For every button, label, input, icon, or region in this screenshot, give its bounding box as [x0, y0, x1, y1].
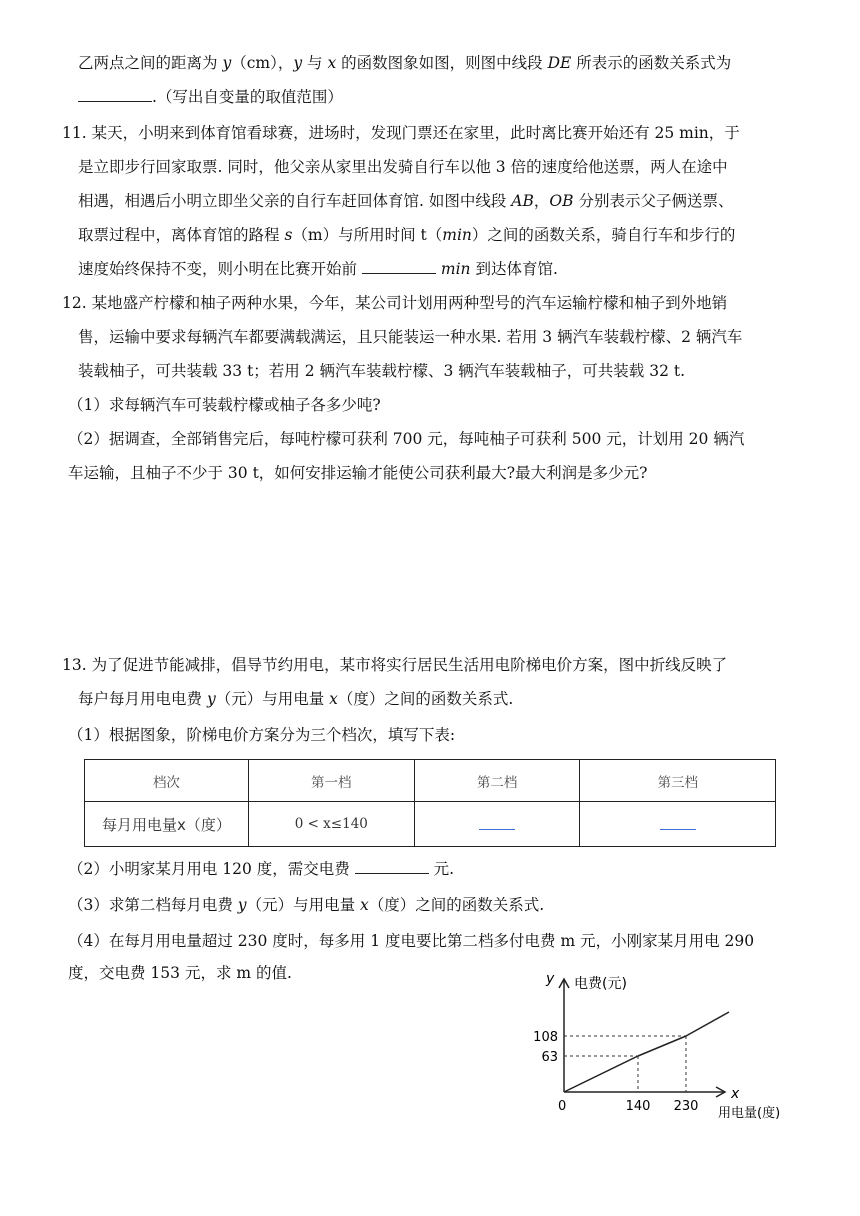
q10-line-1: 乙两点之间的距离为 y（cm），y 与 x 的函数图象如图，则图中线段 DE 所表示的函数关系式为: [78, 54, 732, 72]
table-cell-tier-2-range: [414, 802, 580, 847]
table-cell-tier-1-range: 0 < x≤140: [248, 802, 414, 847]
q10-line-2: .（写出自变量的取值范围）: [78, 86, 343, 108]
x-tick-label-140: 140: [625, 1099, 651, 1114]
table-header-tier-1: 第一档: [248, 760, 414, 802]
table-cell-tier-3-range: [580, 802, 776, 847]
table-header-tier-3: 第三档: [580, 760, 776, 802]
q13-part-2: （2）小明家某月用电 120 度，需交电费 元.: [68, 860, 455, 878]
y-tick-label-108: 108: [533, 1030, 558, 1045]
y-axis-label: 电费(元): [574, 976, 627, 992]
q12-part-2-line-2: 车运输，且柚子不少于 30 t，如何安排运输才能使公司获利最大?最大利润是多少元?: [68, 464, 648, 482]
tier-table-row: [85, 802, 776, 847]
table-row-label: 每月用电量x（度）: [85, 802, 249, 847]
x-axis-label: 用电量(度): [718, 1106, 781, 1121]
answer-blank: [660, 815, 696, 830]
y-tick-label-63: 63: [541, 1050, 558, 1065]
x-axis-arrow: [716, 1087, 725, 1097]
fee-line-segment-1: [564, 1056, 638, 1092]
tier-table: [84, 759, 776, 847]
fee-line-segment-3: [686, 1012, 729, 1036]
q11-line-3: 相遇，相遇后小明立即坐父亲的自行车赶回体育馆. 如图中线段 AB，OB 分别表示父子俩送票、: [78, 192, 734, 210]
answer-blank: [362, 258, 436, 274]
q11-line-2: 是立即步行回家取票. 同时，他父亲从家里出发骑自行车以他 3 倍的速度给他送票，两人在途中: [78, 158, 728, 176]
q13-line-1: 13. 为了促进节能减排，倡导节约用电，某市将实行居民生活用电阶梯电价方案，图中折线反映了: [62, 656, 728, 674]
q11-line-4: 取票过程中，离体育馆的路程 s（m）与所用时间 t（min）之间的函数关系，骑自行车和步行的: [78, 226, 736, 244]
answer-blank: [355, 858, 429, 874]
y-axis-arrow: [559, 979, 569, 988]
q13-line-2: 每户每月用电电费 y（元）与用电量 x（度）之间的函数关系式.: [78, 690, 514, 708]
q12-line-3: 装载柚子，可共装载 33 t；若用 2 辆汽车装载柠檬、3 辆汽车装载柚子，可共装载 32 t.: [78, 362, 686, 380]
table-header-tier: 档次: [85, 760, 249, 802]
q12-part-2-line-1: （2）据调查，全部销售完后，每吨柠檬可获利 700 元，每吨柚子可获利 500 元，计划用 20 辆汽: [68, 430, 745, 448]
q12-line-1: 12. 某地盛产柠檬和柚子两种水果，今年，某公司计划用两种型号的汽车运输柠檬和柚子到外地销: [62, 294, 728, 312]
table-header-tier-2: 第二档: [414, 760, 580, 802]
answer-blank: [479, 815, 515, 830]
q13-part-1: （1）根据图象，阶梯电价方案分为三个档次，填写下表:: [68, 726, 456, 744]
fee-line-segment-2: [638, 1036, 686, 1056]
q13-part-4-line-2: 度，交电费 153 元，求 m 的值.: [68, 964, 292, 982]
x-axis-var: x: [731, 1086, 740, 1102]
tier-table-header-row: [85, 760, 776, 802]
answer-blank: [78, 86, 152, 102]
q12-line-2: 售，运输中要求每辆汽车都要满载满运，且只能装运一种水果. 若用 3 辆汽车装载柠檬、2 辆汽车: [78, 328, 743, 346]
chart-marks: [533, 1012, 729, 1114]
origin-label: 0: [558, 1099, 567, 1114]
q11-line-1: 11. 某天，小明来到体育馆看球赛，进场时，发现门票还在家里，此时离比赛开始还有 25 min，于: [62, 124, 740, 142]
y-axis-var: y: [546, 971, 555, 987]
x-tick-label-230: 230: [673, 1099, 699, 1114]
q13-part-3: （3）求第二档每月电费 y（元）与用电量 x（度）之间的函数关系式.: [68, 896, 545, 914]
q13-part-4-line-1: （4）在每月用电量超过 230 度时，每多用 1 度电要比第二档多付电费 m 元，小刚家某月用电 290: [68, 932, 755, 950]
q12-part-1: （1）求每辆汽车可装载柠檬或柚子各多少吨?: [68, 396, 381, 414]
q11-line-5: 速度始终保持不变，则小明在比赛开始前 min 到达体育馆.: [78, 260, 558, 278]
